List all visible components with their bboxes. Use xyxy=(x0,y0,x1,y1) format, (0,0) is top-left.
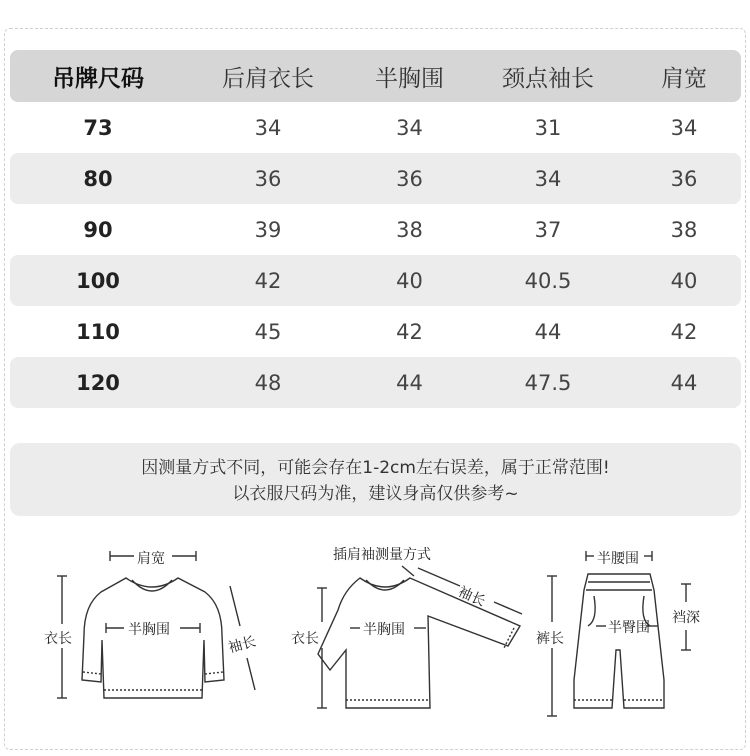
cell-chest: 36 xyxy=(396,166,423,191)
sweater-sleeve-label: 袖长 xyxy=(226,633,258,657)
sweater-length-label: 衣长 xyxy=(44,631,72,647)
raglan-illustration xyxy=(317,566,522,708)
pants-rise-label: 裆深 xyxy=(672,610,700,626)
cell-length: 34 xyxy=(254,115,282,140)
cell-size: 110 xyxy=(76,319,120,344)
cell-size: 80 xyxy=(83,166,113,191)
cell-shoulder: 44 xyxy=(670,370,698,395)
measurement-note xyxy=(10,443,741,516)
cell-length: 36 xyxy=(254,166,282,191)
cell-shoulder: 36 xyxy=(670,166,698,191)
sweater-chest-label: 半胸围 xyxy=(128,622,170,638)
cell-sleeve: 37 xyxy=(534,217,562,242)
cell-chest: 40 xyxy=(396,268,423,293)
cell-chest: 38 xyxy=(396,217,423,242)
cell-chest: 44 xyxy=(396,370,423,395)
cell-shoulder: 40 xyxy=(670,268,698,293)
table-row xyxy=(10,357,741,408)
cell-size: 73 xyxy=(83,115,113,140)
header-chest: 半胸围 xyxy=(375,65,444,92)
note-line-2: 以衣服尺码为准，建议身高仅供参考~ xyxy=(232,484,519,504)
size-table-header xyxy=(10,50,741,102)
cell-sleeve: 47.5 xyxy=(524,370,572,395)
sweater-shoulder-label: 肩宽 xyxy=(137,551,165,567)
cell-sleeve: 34 xyxy=(534,166,562,191)
cell-chest: 34 xyxy=(396,115,423,140)
table-row xyxy=(10,153,741,204)
cell-chest: 42 xyxy=(396,319,423,344)
header-size: 吊牌尺码 xyxy=(52,65,144,92)
raglan-length-label: 衣长 xyxy=(291,631,319,647)
cell-size: 90 xyxy=(83,217,113,242)
table-row xyxy=(10,255,741,306)
pants-length-label: 裤长 xyxy=(536,631,564,647)
cell-shoulder: 34 xyxy=(670,115,698,140)
table-row xyxy=(10,204,741,255)
cell-shoulder: 38 xyxy=(670,217,698,242)
header-sleeve: 颈点袖长 xyxy=(502,65,594,92)
cell-sleeve: 40.5 xyxy=(524,268,572,293)
header-length: 后肩衣长 xyxy=(222,65,314,92)
raglan-title: 插肩袖测量方式 xyxy=(333,547,431,563)
cell-size: 120 xyxy=(76,370,120,395)
raglan-chest-label: 半胸围 xyxy=(363,622,405,638)
table-row xyxy=(10,306,741,357)
table-row xyxy=(10,102,741,153)
cell-length: 42 xyxy=(254,268,282,293)
pants-waist-label: 半腰围 xyxy=(597,551,639,567)
pants-thigh-label: 半臀围 xyxy=(608,620,650,636)
raglan-sleeve-label: 袖长 xyxy=(455,583,488,610)
cell-sleeve: 44 xyxy=(534,319,562,344)
cell-length: 39 xyxy=(254,217,282,242)
cell-shoulder: 42 xyxy=(670,319,698,344)
size-table xyxy=(10,50,741,408)
cell-length: 48 xyxy=(254,370,282,395)
cell-size: 100 xyxy=(76,268,120,293)
header-shoulder: 肩宽 xyxy=(661,65,707,92)
measurement-diagrams xyxy=(0,530,750,730)
cell-length: 45 xyxy=(254,319,282,344)
cell-sleeve: 31 xyxy=(534,115,562,140)
note-line-1: 因测量方式不同，可能会存在1-2cm左右误差，属于正常范围! xyxy=(141,458,610,478)
